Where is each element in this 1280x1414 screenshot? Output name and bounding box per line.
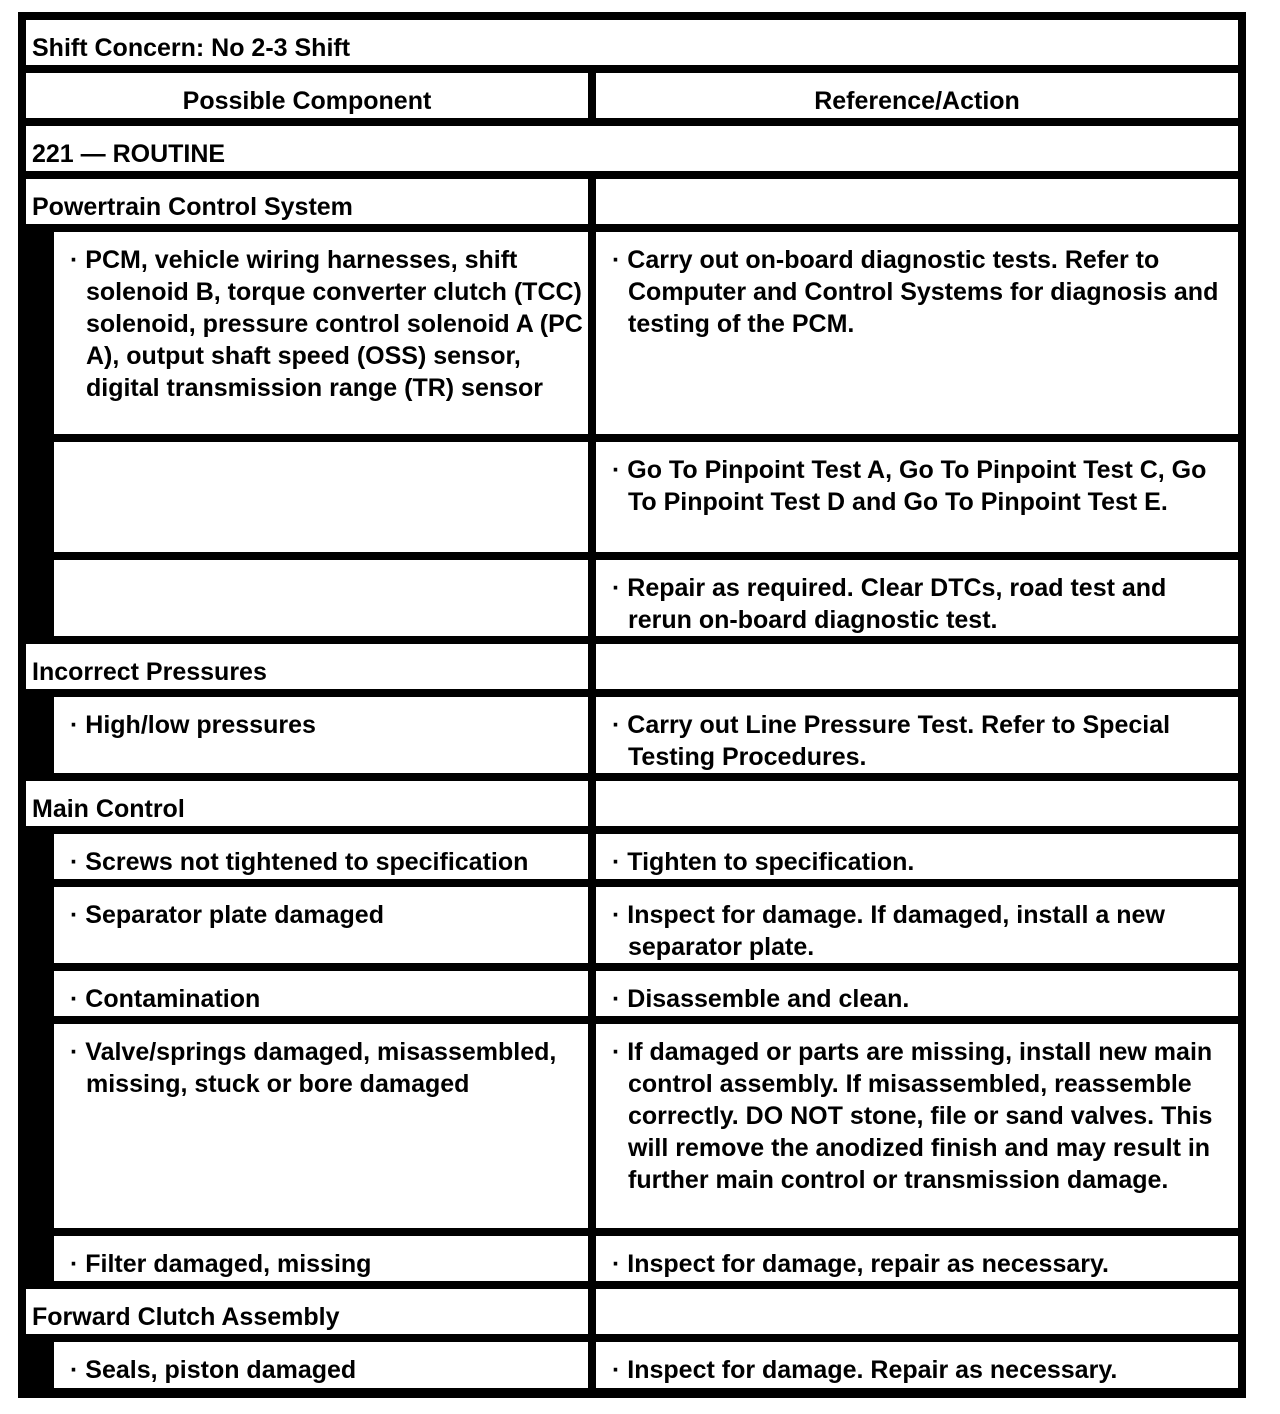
action-text: · Inspect for damage. Repair as necessary. [612,1356,1118,1384]
action-cell [596,887,1238,963]
component-text: · Filter damaged, missing [70,1250,372,1278]
section-heading: Main Control [26,781,588,826]
action-cell [596,442,1238,552]
action-text: · Inspect for damage. If damaged, install a new separator plate. [612,901,1165,961]
action-text: · If damaged or parts are missing, install new main control assembly. If misassembled, reassemble correctly. DO NOT stone, file or sand valves. This will remove the anodized finish and may result in further main control or transmission damage. [612,1038,1213,1194]
action-cell [596,834,1238,879]
component-cell [54,834,588,879]
action-text: · Go To Pinpoint Test A, Go To Pinpoint Test C, Go To Pinpoint Test D and Go To Pinpoint Test E. [612,456,1207,516]
table-title: Shift Concern: No 2-3 Shift [26,20,1238,65]
action-cell [596,1024,1238,1228]
action-cell [596,697,1238,773]
component-cell [54,1342,588,1388]
component-text: · Seals, piston damaged [70,1356,357,1384]
action-cell [596,1236,1238,1281]
section-heading-blank [596,179,1238,224]
section-heading-blank [596,781,1238,826]
action-cell [596,560,1238,636]
column-header-component: Possible Component [26,73,588,118]
component-cell [54,1024,588,1228]
component-cell [54,442,588,552]
action-text: · Repair as required. Clear DTCs, road test and rerun on-board diagnostic test. [612,574,1167,634]
section-heading-blank [596,644,1238,689]
component-cell [54,971,588,1016]
section-heading-blank [596,1289,1238,1334]
action-cell [596,232,1238,434]
action-text: · Carry out Line Pressure Test. Refer to Special Testing Procedures. [612,711,1171,771]
component-text: · Valve/springs damaged, misassembled, missing, stuck or bore damaged [70,1038,557,1098]
component-text: · Screws not tightened to specification [70,848,529,876]
section-heading: Forward Clutch Assembly [26,1289,588,1334]
component-text: · Contamination [70,985,261,1013]
component-cell [54,887,588,963]
component-cell [54,1236,588,1281]
section-heading: Powertrain Control System [26,179,588,224]
action-text: · Carry out on-board diagnostic tests. Refer to Computer and Control Systems for diagnosis and testing of the PCM. [612,246,1219,338]
component-cell [54,232,588,434]
component-cell [54,697,588,773]
action-cell [596,1342,1238,1388]
section-heading: Incorrect Pressures [26,644,588,689]
diagnostic-table [18,12,1246,1398]
column-header-action: Reference/Action [596,73,1238,118]
action-text: · Inspect for damage, repair as necessary. [612,1250,1109,1278]
routine-label: 221 — ROUTINE [26,126,1238,171]
component-text: · PCM, vehicle wiring harnesses, shift solenoid B, torque converter clutch (TCC) solenoid, pressure control solenoid A (PC A), output shaft speed (OSS) sensor, digital transmission range (TR) sensor [70,246,583,402]
component-text: · High/low pressures [70,711,316,739]
action-cell [596,971,1238,1016]
component-text: · Separator plate damaged [70,901,384,929]
action-text: · Disassemble and clean. [612,985,910,1013]
component-cell [54,560,588,636]
action-text: · Tighten to specification. [612,848,915,876]
